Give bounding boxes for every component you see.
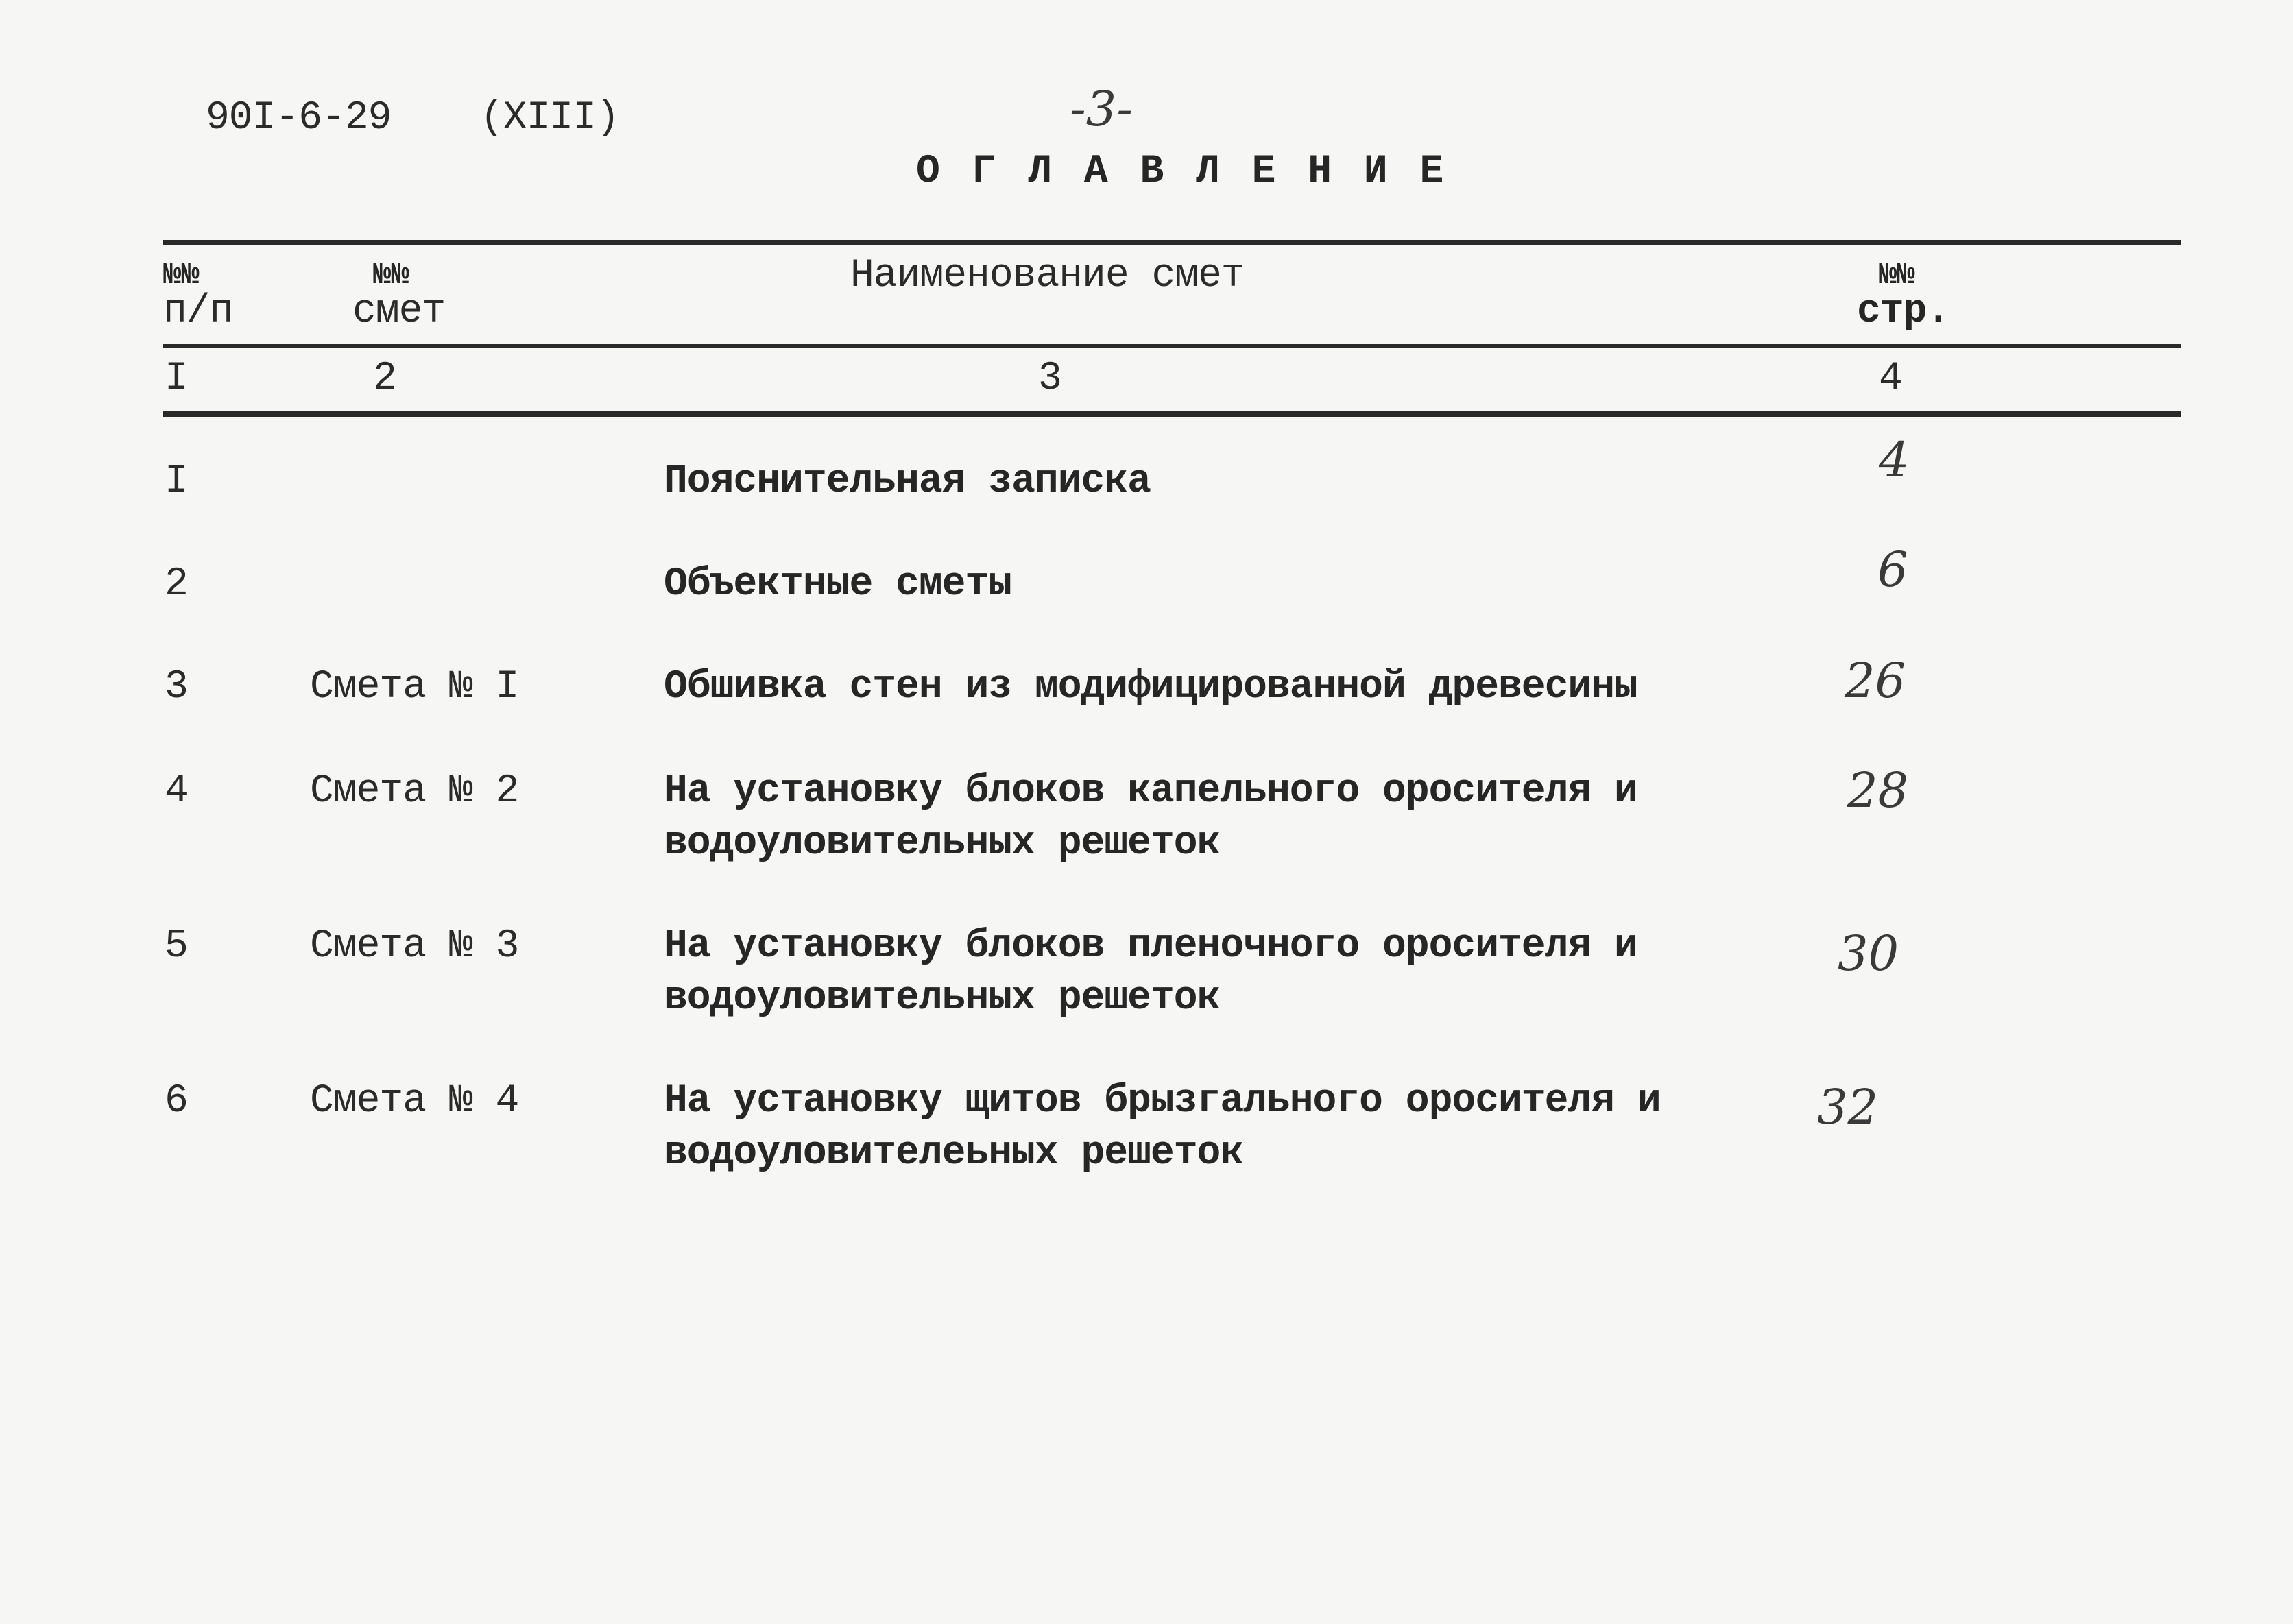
row-name-line1: Обшивка стен из модифицированной древесины <box>664 665 1637 710</box>
header-col2-line1: №№ <box>373 258 409 293</box>
row-name-line2: водоуловителеьных решеток <box>664 1131 1244 1176</box>
row-name-line1: На установку щитов брызгального оросителя и <box>664 1079 1661 1124</box>
page-number: -3- <box>1070 81 1133 137</box>
row-page: 4 <box>1879 432 1910 488</box>
row-page: 32 <box>1817 1079 1879 1135</box>
row-name-line1: На установку блоков пленочного оросителя и <box>664 924 1637 969</box>
row-name-line1: Объектные сметы <box>664 562 1012 607</box>
row-estimate: Смета № I <box>310 665 519 710</box>
row-page: 30 <box>1838 925 1899 982</box>
row-number: 5 <box>165 924 188 969</box>
header-col1-line1: №№ <box>163 258 200 293</box>
row-number: 6 <box>165 1079 188 1124</box>
row-estimate: Смета № 3 <box>310 924 519 969</box>
row-name-line1: На установку блоков капельного оросителя и <box>664 769 1637 814</box>
header-col4-line2: стр. <box>1857 289 1950 334</box>
table-top-rule <box>163 240 2181 245</box>
row-number: I <box>165 459 188 504</box>
column-number-4: 4 <box>1879 356 1902 401</box>
row-number: 2 <box>165 562 188 607</box>
header-col3: Наименование смет <box>850 254 1245 298</box>
row-number: 4 <box>165 769 188 814</box>
header-col1-line2: п/п <box>163 289 233 334</box>
column-number-1: I <box>165 356 188 401</box>
row-number: 3 <box>165 665 188 710</box>
header-bottom-rule <box>163 344 2181 348</box>
row-page: 28 <box>1847 762 1909 819</box>
row-name-line2: водоуловительных решеток <box>664 821 1221 866</box>
column-number-3: 3 <box>1038 356 1061 401</box>
row-name-line1: Пояснительная записка <box>664 459 1151 504</box>
page-title: О Г Л А В Л Е Н И Е <box>916 149 1448 194</box>
row-estimate: Смета № 4 <box>310 1079 519 1124</box>
column-number-2: 2 <box>373 356 396 401</box>
row-page: 26 <box>1845 653 1906 709</box>
row-estimate: Смета № 2 <box>310 769 519 814</box>
document-code: 90I-6-29 <box>206 96 392 141</box>
volume-number: (XIII) <box>480 96 619 141</box>
row-name-line2: водоуловительных решеток <box>664 976 1221 1021</box>
header-col2-line2: смет <box>352 289 446 334</box>
row-page: 6 <box>1877 542 1908 598</box>
header-col4-line1: №№ <box>1879 258 1915 293</box>
column-numbers-rule <box>163 411 2181 417</box>
